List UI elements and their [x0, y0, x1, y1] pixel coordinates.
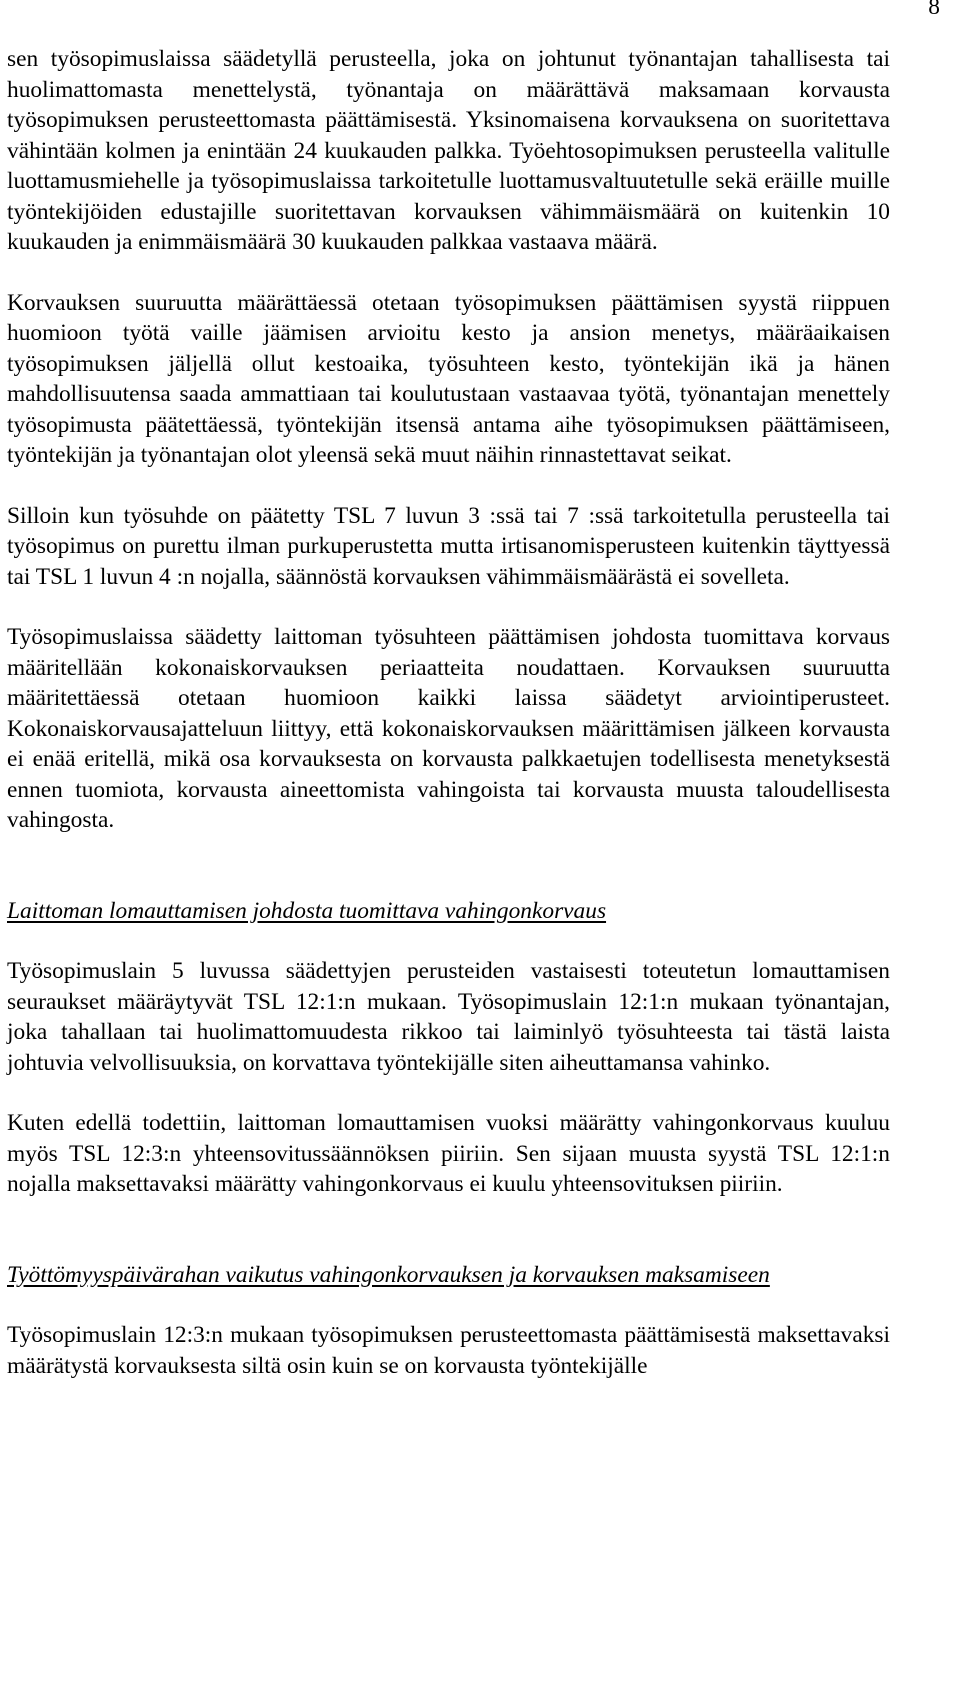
- paragraph-compensation-amount: sen työsopimuslaissa säädetyllä perusteella, joka on johtunut työnantajan tahallisesta tai huolimattomasta menettelystä, työnantaja on määrättävä maksamaan korvausta työsopimuksen perusteettomasta päättämisestä. Yksinomaisena korvauksena on suoritettava vähintään kolmen ja enintään 24 kuukauden palkka. Työehtosopimuksen perusteella valitulle luottamusmiehelle ja työsopimuslaissa tarkoitetulle luottamusvaltuutetulle sekä eräille muille työntekijöiden edustajille suoritettavan korvauksen vähimmäismäärä on kuitenkin 10 kuukauden ja enimmäismäärä 30 kuukauden palkkaa vastaava määrä.: [7, 46, 890, 255]
- paragraph-layoff-consequences: Työsopimuslain 5 luvussa säädettyjen perusteiden vastaisesti toteutetun lomauttamisen seuraukset määräytyvät TSL 12:1:n mukaan. Työsopimuslain 12:1:n mukaan työnantajan, joka tahallaan tai huolimattomuudesta rikkoo tai laiminlyö työsuhteesta tai tästä laista johtuvia velvollisuuksia, on korvattava työntekijälle siten aiheuttamansa vahinko.: [7, 958, 890, 1076]
- paragraph-minimum-exception: Silloin kun työsuhde on päätetty TSL 7 luvun 3 :ssä tai 7 :ssä tarkoitetulla perusteella tai työsopimus on purettu ilman purkuperustetta mutta irtisanomisperusteen kuitenkin täyttyessä tai TSL 1 luvun 4 :n nojalla, säännöstä korvauksen vähimmäismäärästä ei sovelleta.: [7, 502, 890, 590]
- page-number: 8: [928, 0, 940, 20]
- section-heading-layoff-damages: Laittoman lomauttamisen johdosta tuomittava vahingonkorvaus: [7, 897, 607, 924]
- document-body: [7, 44, 890, 1411]
- paragraph-layoff-coordination: Kuten edellä todettiin, laittoman lomauttamisen vuoksi määrätty vahingonkorvaus kuuluu myös TSL 12:3:n yhteensovitussäännöksen piiriin. Sen sijaan muusta syystä TSL 12:1:n nojalla maksettavaksi määrätty vahingonkorvaus ei kuulu yhteensovituksen piiriin.: [7, 1110, 890, 1197]
- section-spacer: [7, 866, 890, 896]
- paragraph-compensation-criteria: Korvauksen suuruutta määrättäessä otetaan työsopimuksen päättämisen syystä riippuen huomioon työtä vaille jäämisen arvioitu kesto ja ansion menetys, määräaikaisen työsopimuksen jäljellä ollut kestoaika, työsuhteen kesto, työntekijän ikä ja hänen mahdollisuutensa saada ammattiaan tai koulutustaan vastaavaa työtä, työnantajan menettely työsopimusta päätettäessä, työntekijän itsensä antama aihe työsopimuksen päättämiseen, työntekijän ja työnantajan olot yleensä sekä muut näihin rinnastettavat seikat.: [7, 289, 890, 468]
- paragraph-total-compensation: Työsopimuslaissa säädetty laittoman työsuhteen päättämisen johdosta tuomittava korvaus määritellään kokonaiskorvauksen periaatteita noudattaen. Korvauksen suuruutta määritettäessä otetaan huomioon kaikki laissa säädetyt arviointiperusteet. Kokonaiskorvausajatteluun liittyy, että kokonaiskorvauksen määrittämisen jälkeen korvausta ei enää eritellä, mikä osa korvauksesta on korvausta palkkaetujen todellisesta menetyksestä ennen tuomiota, korvausta aineettomista vahingoista tai korvausta muusta taloudellisesta vahingosta.: [7, 624, 890, 833]
- paragraph-unemployment-effect: Työsopimuslain 12:3:n mukaan työsopimuksen perusteettomasta päättämisestä maksettavaksi määrätystä korvauksesta siltä osin kuin se on korvausta työntekijälle: [7, 1322, 890, 1379]
- section-spacer: [7, 1230, 890, 1260]
- section-heading-unemployment-allowance: Työttömyyspäivärahan vaikutus vahingonkorvauksen ja korvauksen maksamiseen: [7, 1261, 770, 1288]
